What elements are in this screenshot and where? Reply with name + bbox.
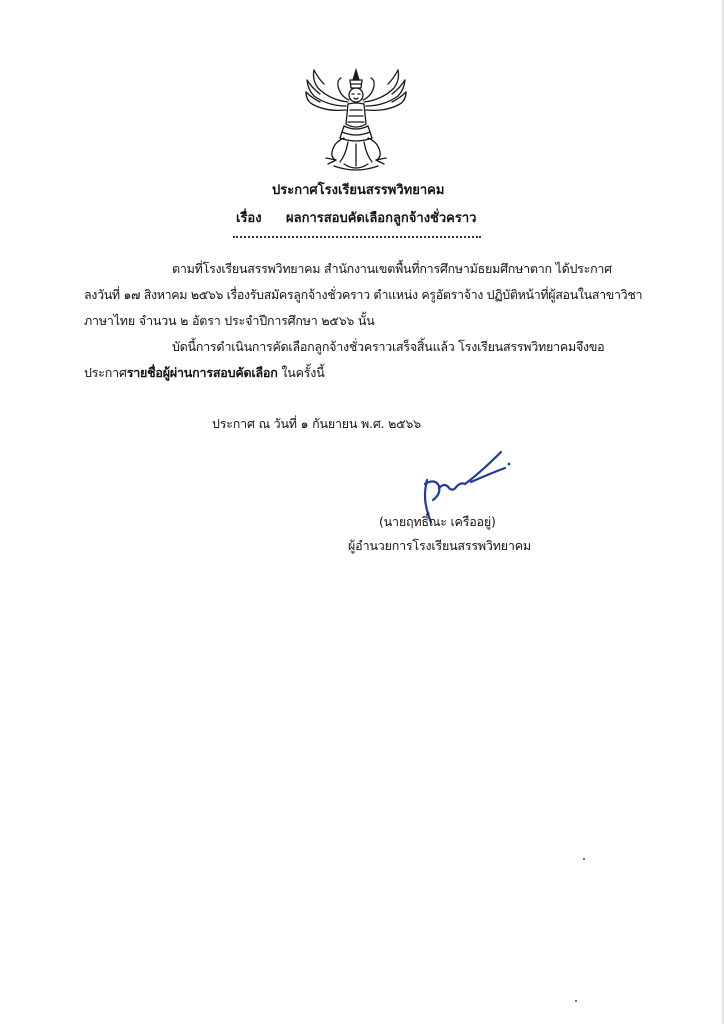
paragraph-1-line-2: ลงวันที่ ๑๗ สิงหาคม ๒๕๖๖ เรื่องรับสมัครลูกจ้างชั่วคราว ตำแหน่ง ครูอัตราจ้าง ปฏิบัติหน้าที่ผู้สอนในสาขาวิชา: [84, 287, 643, 302]
paragraph-1-line-1: ตามที่โรงเรียนสรรพวิทยาคม สำนักงานเขตพื้นที่การศึกษามัธยมศึกษาตาก ได้ประกาศ: [172, 261, 612, 276]
paragraph-1-line-3: ภาษาไทย จำนวน ๒ อัตรา ประจำปีการศึกษา ๒๕๖๖ นั้น: [84, 313, 375, 328]
garuda-emblem-icon: [304, 66, 408, 174]
paragraph-2-suffix: ในครั้งนี้: [277, 365, 325, 380]
scan-speck: [575, 1000, 577, 1002]
paragraph-2-prefix: ประกาศ: [84, 365, 127, 380]
passed-candidates-list-heading: รายชื่อผู้ผ่านการสอบคัดเลือก: [126, 365, 278, 380]
paragraph-2-line-1: บัดนี้การดำเนินการคัดเลือกลูกจ้างชั่วคราวเสร็จสิ้นแล้ว โรงเรียนสรรพวิทยาคมจึงขอ: [172, 339, 605, 354]
paragraph-2-line-2: [84, 365, 325, 381]
signatory-name: (นายฤทธิ์ณะ เครืออยู่): [379, 514, 496, 529]
announcement-title: ประกาศโรงเรียนสรรพวิทยาคม: [272, 183, 445, 198]
subject-label: เรื่อง: [236, 211, 262, 226]
announcement-date: ประกาศ ณ วันที่ ๑ กันยายน พ.ศ. ๒๕๖๖: [212, 416, 421, 431]
divider-rule: [233, 236, 481, 238]
signatory-position: ผู้อำนวยการโรงเรียนสรรพวิทยาคม: [348, 538, 531, 553]
subject-text: ผลการสอบคัดเลือกลูกจ้างชั่วคราว: [286, 211, 477, 226]
scan-speck: [583, 858, 585, 860]
